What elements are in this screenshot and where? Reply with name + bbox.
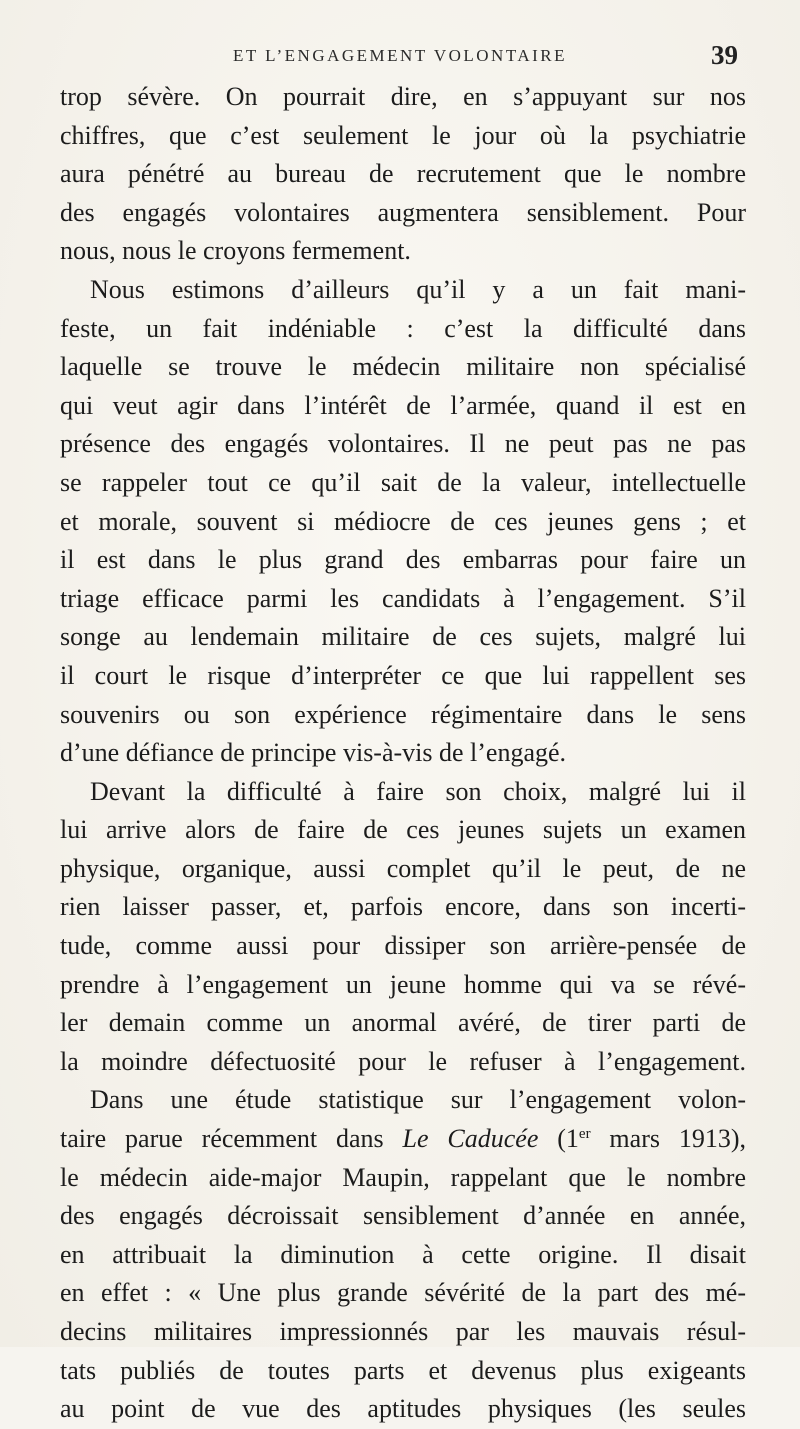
running-head	[60, 40, 740, 76]
text-line: feste, un fait indéniable : c’est la difficulté dans	[60, 313, 746, 343]
text-line: des engagés volontaires augmentera sensiblement. Pour	[60, 197, 746, 227]
text-line: il est dans le plus grand des embarras pour faire un	[60, 545, 746, 575]
text-line-with-citation	[60, 1120, 746, 1159]
text-line: en attribuait la diminution à cette origine. Il disait	[60, 1239, 746, 1269]
text-line: nous, nous le croyons fermement.	[60, 236, 411, 266]
text-line: au point de vue des aptitudes physiques (les seules	[60, 1394, 746, 1424]
text-line: prendre à l’engagement un jeune homme qui va se révé-	[60, 969, 746, 999]
paragraph-start-line: Dans une étude statistique sur l’engagement volon-	[90, 1085, 746, 1115]
text-line: decins militaires impressionnés par les mauvais résul-	[60, 1317, 746, 1346]
text-line: trop sévère. On pourrait dire, en s’appuyant sur nos	[60, 82, 746, 111]
text-line: laquelle se trouve le médecin militaire non spécialisé	[60, 352, 746, 382]
text-line: tude, comme aussi pour dissiper son arrière-pensée de	[60, 931, 746, 961]
text-line: et morale, souvent si médiocre de ces jeunes gens ; et	[60, 506, 746, 536]
text-line: souvenirs ou son expérience régimentaire dans le sens	[60, 699, 746, 729]
text-line: il court le risque d’interpréter ce que lui rappellent ses	[60, 660, 746, 690]
journal-title: Le Caducée	[402, 1124, 539, 1154]
ordinal-superscript: er	[578, 1126, 591, 1143]
text-line: lui arrive alors de faire de ces jeunes sujets un examen	[60, 815, 746, 845]
text-line: triage efficace parmi les candidats à l’engagement. S’il	[60, 583, 746, 613]
body-text	[60, 78, 746, 1429]
text-line: d’une défiance de principe vis-à-vis de l’engagé.	[60, 738, 567, 768]
text-line: qui veut agir dans l’intérêt de l’armée, quand il est en	[60, 390, 746, 420]
text-line: présence des engagés volontaires. Il ne peut pas ne pas	[60, 429, 746, 459]
text-line: se rappeler tout ce qu’il sait de la valeur, intellectuelle	[60, 467, 746, 497]
text-line: songe au lendemain militaire de ces sujets, malgré lui	[60, 622, 746, 652]
text-line: rien laisser passer, et, parfois encore, dans son incerti-	[60, 892, 746, 922]
citation-date-open: (1	[538, 1124, 579, 1154]
text-line: aura pénétré au bureau de recrutement que le nombre	[60, 159, 746, 189]
text-line: tats publiés de toutes parts et devenus plus exigeants	[60, 1355, 746, 1385]
text-line: physique, organique, aussi complet qu’il le peut, de ne	[60, 853, 746, 883]
page-number: 39	[711, 40, 738, 70]
citation-date-rest: mars 1913),	[590, 1124, 746, 1154]
text-line: le médecin aide-major Maupin, rappelant que le nombre	[60, 1162, 746, 1192]
text-line: ler demain comme un anormal avéré, de tirer parti de	[60, 1008, 746, 1038]
paragraph-start-line: Nous estimons d’ailleurs qu’il y a un fait mani-	[90, 274, 746, 304]
text-line: chiffres, que c’est seulement le jour où la psychiatrie	[60, 120, 746, 150]
running-title: ET L’ENGAGEMENT VOLONTAIRE	[232, 46, 568, 65]
paragraph-start-line: Devant la difficulté à faire son choix, malgré lui il	[90, 776, 746, 806]
text-line: en effet : « Une plus grande sévérité de la part des mé-	[60, 1278, 746, 1308]
citation-lead-text: taire parue récemment dans	[60, 1124, 403, 1154]
text-line: la moindre défectuosité pour le refuser à l’engagement.	[60, 1046, 746, 1076]
text-line: des engagés décroissait sensiblement d’année en année,	[60, 1201, 746, 1231]
